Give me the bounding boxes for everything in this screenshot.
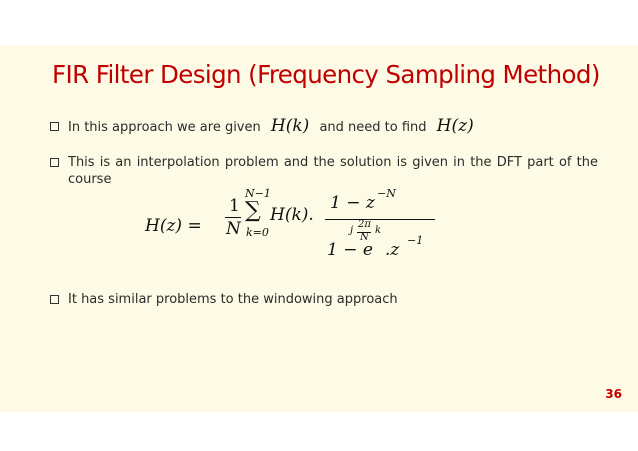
sum-symbol: ∑ (245, 198, 261, 223)
math-hk: H(k) (270, 116, 310, 136)
fraction-bar (225, 217, 241, 218)
exponent-j: j (350, 225, 354, 236)
checkbox-bullet-icon (50, 158, 59, 167)
bullet-text: In this approach we are given (68, 120, 261, 135)
formula-term: H(k). (270, 205, 314, 225)
math-hz: H(z) (436, 116, 474, 136)
numerator-exponent: −N (377, 187, 396, 200)
checkbox-bullet-icon (50, 122, 59, 131)
formula-denominator-tail: .z (385, 240, 400, 260)
slide (0, 45, 638, 412)
interpolation-formula (145, 187, 435, 281)
exponent-numerator: 2π (358, 219, 371, 230)
bullet-text: It has similar problems to the windowing approach (68, 292, 398, 307)
exponent-denominator: N (360, 232, 369, 243)
slide-title: FIR Filter Design (Frequency Sampling Method) (52, 60, 600, 89)
sum-lower-limit: k=0 (246, 226, 269, 239)
formula-frac-num: 1 (229, 196, 240, 216)
formula-numerator: 1 − z (330, 193, 375, 213)
sum-upper-limit: N−1 (245, 187, 271, 200)
checkbox-bullet-icon (50, 295, 59, 304)
bullet-text: and need to find (319, 120, 427, 135)
denominator-tail-exponent: −1 (407, 234, 424, 247)
page-number: 36 (605, 387, 622, 401)
fraction-bar (325, 219, 435, 220)
bullet-text: This is an interpolation problem and the solution is given in the DFT part of the course (68, 155, 598, 187)
formula-frac-den: N (226, 219, 241, 239)
exponent-k: k (375, 225, 382, 236)
formula-denominator: 1 − e (327, 240, 373, 260)
formula-lhs: H(z) = (145, 216, 202, 236)
